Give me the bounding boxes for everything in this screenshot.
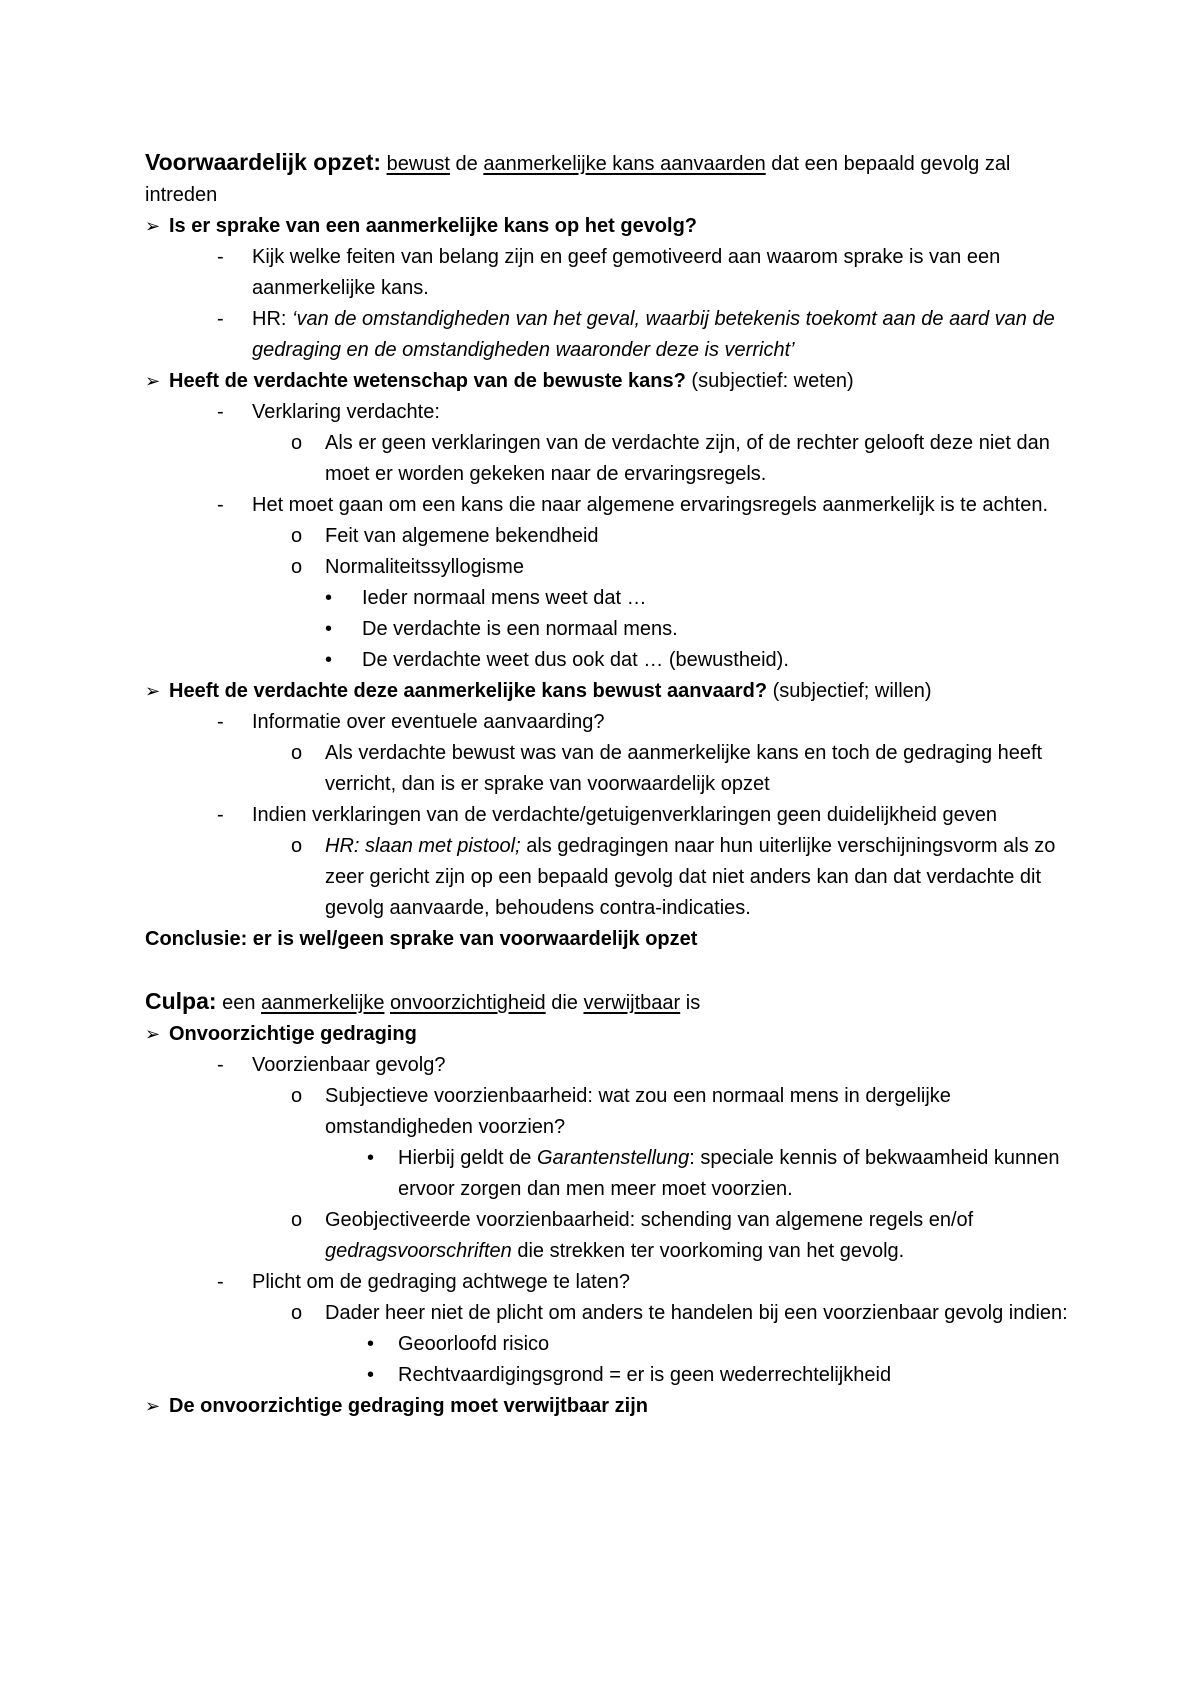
dash-item xyxy=(145,304,1075,366)
dot-bullet-icon: • xyxy=(325,587,333,609)
arrow-bullet-icon: ➢ xyxy=(145,371,161,391)
item-text: : speciale kennis of bekwaamheid kunnen ervoor zorgen dan men meer moet voorzien. xyxy=(398,1147,1060,1200)
bullet-item xyxy=(145,583,1075,614)
question-text: Heeft de verdachte wetenschap van de bewuste kans? xyxy=(169,370,686,392)
section-heading-culpa xyxy=(145,986,1075,1019)
dash-item xyxy=(145,242,1075,304)
dot-bullet-icon: • xyxy=(367,1147,375,1169)
question-text: Is er sprake van een aanmerkelijke kans op het gevolg? xyxy=(169,215,698,237)
dash-item xyxy=(145,1267,1075,1298)
dash-item xyxy=(145,397,1075,428)
dash-bullet-icon: - xyxy=(217,1054,224,1076)
dot-bullet-icon: • xyxy=(367,1333,375,1355)
question-text: De onvoorzichtige gedraging moet verwijtbaar zijn xyxy=(169,1395,648,1417)
item-text: Informatie over eventuele aanvaarding? xyxy=(252,711,605,733)
heading-term: Culpa: xyxy=(145,988,217,1014)
bullet-item xyxy=(145,1360,1075,1391)
circle-item xyxy=(145,1081,1075,1143)
item-text-term: gedragsvoorschriften xyxy=(325,1240,512,1262)
item-text: Verklaring verdachte: xyxy=(252,401,440,423)
item-text-term: Garantenstellung xyxy=(536,1147,690,1169)
circle-item xyxy=(145,1298,1075,1329)
circle-bullet-icon: o xyxy=(291,525,303,547)
item-text: Dader heer niet de plicht om anders te handelen bij een voorzienbaar gevolg indien: xyxy=(325,1302,1068,1324)
item-text: Hierbij geldt de xyxy=(398,1147,537,1169)
circle-item xyxy=(145,521,1075,552)
heading-term: Voorwaardelijk opzet: xyxy=(145,149,382,175)
definition-word: aanmerkelijke xyxy=(261,992,385,1014)
bullet-item xyxy=(145,645,1075,676)
item-text: Kijk welke feiten van belang zijn en geef gemotiveerd aan waarom sprake is van een aanmerkelijke kans. xyxy=(252,246,1001,299)
circle-item xyxy=(145,1205,1075,1267)
circle-bullet-icon: o xyxy=(291,1302,303,1324)
definition-word: een xyxy=(216,992,262,1014)
item-text: Plicht om de gedraging achtwege te laten? xyxy=(252,1271,631,1293)
definition-text: dat een bepaald gevolg zal intreden xyxy=(145,153,1011,206)
question-text: Onvoorzichtige gedraging xyxy=(169,1023,417,1045)
item-text: Als er geen verklaringen van de verdachte zijn, of de rechter gelooft deze niet dan moet er worden gekeken naar de ervaringsregels. xyxy=(325,432,1050,485)
circle-bullet-icon: o xyxy=(291,835,303,857)
bullet-item xyxy=(145,614,1075,645)
item-text: als gedragingen naar hun uiterlijke verschijningsvorm als zo zeer gericht zijn op een bepaald gevolg dat niet anders kan dan dat verdachte dit gevolg aanvaarde, behoudens contra-indicaties. xyxy=(325,835,1056,919)
definition-word: aanmerkelijke kans aanvaarden xyxy=(483,153,766,175)
definition-word: is xyxy=(685,992,701,1014)
question-text: Heeft de verdachte deze aanmerkelijke kans bewust aanvaard? xyxy=(169,680,768,702)
question-note: (subjectief; willen) xyxy=(767,680,932,702)
item-text-citation: HR: slaan met pistool; xyxy=(325,835,521,857)
question-note: (subjectief: weten) xyxy=(685,370,854,392)
bullet-item xyxy=(145,1143,1075,1205)
circle-bullet-icon: o xyxy=(291,432,303,454)
dot-bullet-icon: • xyxy=(367,1364,375,1386)
conclusion-text: Conclusie: er is wel/geen sprake van voorwaardelijk opzet xyxy=(145,928,698,950)
circle-item xyxy=(145,738,1075,800)
blank-line xyxy=(145,955,1075,986)
definition-word: onvoorzichtigheid xyxy=(390,992,546,1014)
item-text: Ieder normaal mens weet dat … xyxy=(362,587,647,609)
item-text: Geobjectiveerde voorzienbaarheid: schending van algemene regels en/of xyxy=(325,1209,974,1231)
item-text: Subjectieve voorzienbaarheid: wat zou een normaal mens in dergelijke omstandigheden voorzien? xyxy=(325,1085,951,1138)
item-text: Geoorloofd risico xyxy=(398,1333,550,1355)
dash-item xyxy=(145,1050,1075,1081)
dash-item xyxy=(145,800,1075,831)
bullet-item xyxy=(145,1329,1075,1360)
dash-bullet-icon: - xyxy=(217,1271,224,1293)
question-item xyxy=(145,211,1075,242)
dash-bullet-icon: - xyxy=(217,308,224,330)
item-text: Indien verklaringen van de verdachte/getuigenverklaringen geen duidelijkheid geven xyxy=(252,804,997,826)
arrow-bullet-icon: ➢ xyxy=(145,1396,161,1416)
circle-item xyxy=(145,552,1075,583)
definition-word: verwijtbaar xyxy=(583,992,681,1014)
definition-word: de xyxy=(455,153,478,175)
item-text-prefix: HR: xyxy=(252,308,292,330)
document-body xyxy=(145,147,1075,1422)
circle-bullet-icon: o xyxy=(291,742,303,764)
circle-item xyxy=(145,831,1075,924)
item-text: Rechtvaardigingsgrond = er is geen wederrechtelijkheid xyxy=(398,1364,892,1386)
item-text: Feit van algemene bekendheid xyxy=(325,525,599,547)
dash-item xyxy=(145,490,1075,521)
dash-bullet-icon: - xyxy=(217,401,224,423)
question-item xyxy=(145,676,1075,707)
question-item xyxy=(145,366,1075,397)
arrow-bullet-icon: ➢ xyxy=(145,216,161,236)
circle-bullet-icon: o xyxy=(291,556,303,578)
item-text: Normaliteitssyllogisme xyxy=(325,556,524,578)
circle-bullet-icon: o xyxy=(291,1085,303,1107)
item-text: Als verdachte bewust was van de aanmerkelijke kans en toch de gedraging heeft verricht, dan is er sprake van voorwaardelijk opzet xyxy=(325,742,1043,795)
dash-bullet-icon: - xyxy=(217,804,224,826)
question-item xyxy=(145,1391,1075,1422)
definition-word: die xyxy=(551,992,578,1014)
item-text: die strekken ter voorkoming van het gevolg. xyxy=(511,1240,905,1262)
dash-bullet-icon: - xyxy=(217,494,224,516)
dot-bullet-icon: • xyxy=(325,649,333,671)
item-text-quote: ‘van de omstandigheden van het geval, waarbij betekenis toekomt aan de aard van de gedraging en de omstandigheden waaronder deze is verricht’ xyxy=(252,308,1055,361)
circle-item xyxy=(145,428,1075,490)
item-text: De verdachte weet dus ook dat … (bewustheid). xyxy=(362,649,789,671)
question-item xyxy=(145,1019,1075,1050)
arrow-bullet-icon: ➢ xyxy=(145,1024,161,1044)
item-text: De verdachte is een normaal mens. xyxy=(362,618,678,640)
dash-item xyxy=(145,707,1075,738)
dash-bullet-icon: - xyxy=(217,246,224,268)
circle-bullet-icon: o xyxy=(291,1209,303,1231)
item-text: Voorzienbaar gevolg? xyxy=(252,1054,446,1076)
arrow-bullet-icon: ➢ xyxy=(145,681,161,701)
dash-bullet-icon: - xyxy=(217,711,224,733)
definition-word: bewust xyxy=(386,153,450,175)
item-text: Het moet gaan om een kans die naar algemene ervaringsregels aanmerkelijk is te achten. xyxy=(252,494,1048,516)
section-heading-voorwaardelijk-opzet xyxy=(145,147,1075,211)
dot-bullet-icon: • xyxy=(325,618,333,640)
